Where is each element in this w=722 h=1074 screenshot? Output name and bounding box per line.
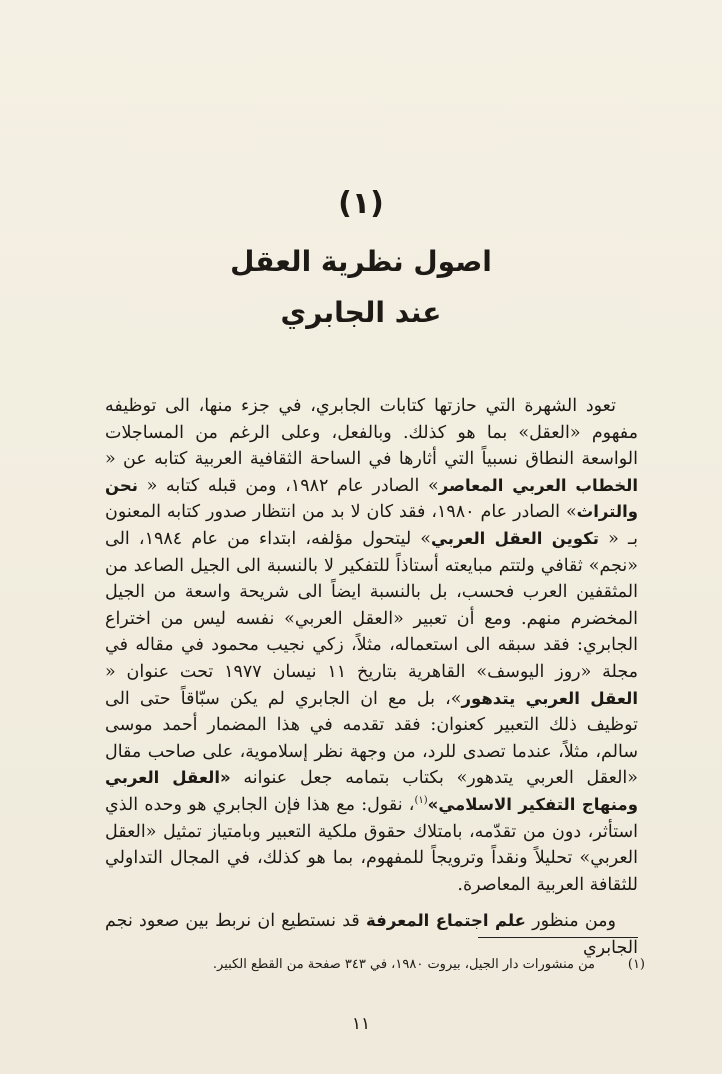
text-run: » الصادر عام ١٩٨٠، فقد كان لا بد من انتظار صدور كتابه المعنون بـ « — [105, 502, 638, 549]
chapter-number: (١) — [338, 186, 384, 221]
chapter-title-line-1: اصول نظرية العقل — [230, 245, 492, 278]
bold-term: العقل العربي يتدهور — [461, 688, 639, 708]
text-run: قد نستطيع ان نربط بين صعود نجم الجابري — [105, 911, 638, 958]
bold-term: علم اجتماع المعرفة — [366, 911, 526, 931]
footnote-ref: (١) — [414, 795, 428, 807]
bold-term: تكوين العقل العربي — [431, 528, 599, 548]
footnote-marker: (١) — [627, 957, 645, 972]
chapter-title-line-2: عند الجابري — [280, 296, 442, 329]
text-run: ، نقول: مع هذا فإن الجابري هو وحده الذي استأثر، دون من تقدّمه، بامتلاك حقوق ملكية التعبير وبامتياز تمثيل «العقل العربي» تحليلاً ونقداً وترويجاً للمفهوم، بما هو كذلك، في المجال التداولي للثقافة العربية المعاصرة. — [105, 794, 638, 895]
bold-term: الخطاب العربي المعاصر — [438, 475, 639, 495]
text-run: » ليتحول مؤلفه، ابتداء من عام ١٩٨٤، الى «نجم» ثقافي ولتتم مبايعته أستاذاً للتفكير لا بالنسبة الى الجيل الصاعد من المثقفين العرب فحسب، بل بالنسبة ايضاً الى شريحة واسعة من الجيل المخضرم منهم. ومع أن تعبير «العقل العربي» نفسه ليس من اختراع الجابري: فقد سبقه الى استعماله، مثلاً، زكي نجيب محمود في مقاله في مجلة «روز اليوسف» القاهرية بتاريخ ١١ نيسان ١٩٧٧ تحت عنوان « — [105, 528, 639, 682]
bold-term: «العقل العربي ومنهاج التفكير الاسلامي» — [105, 768, 639, 814]
paragraph-1 — [105, 393, 638, 898]
text-run: »، بل مع ان الجابري لم يكن سبّاقاً حتى الى توظيف ذلك التعبير كعنوان: فقد تقدمه في هذا المضمار أحمد موسى سالم، مثلاً، عندما تصدى للرد، من وجهة نظر إسلاموية، على صاحب مقال «العقل العربي يتدهور» بكتاب بتمامه جعل عنوانه — [105, 688, 638, 789]
text-run: تعود الشهرة التي حازتها كتابات الجابري، في جزء منها، الى توظيفه مفهوم «العقل» بما هو كذلك. وبالفعل، وعلى الرغم من المساجلات الواسعة النطاق نسبياً التي أثارها في الساحة الثقافية العربية كتابه عن « — [105, 396, 638, 470]
body-text — [105, 393, 638, 961]
text-run: » الصادر عام ١٩٨٢، ومن قبله كتابه « — [137, 475, 439, 496]
bold-term: نحن والتراث — [105, 475, 638, 522]
page-number: ١١ — [351, 1014, 371, 1034]
footnote-text: من منشورات دار الجيل، بيروت ١٩٨٠، في ٣٤٣ صفحة من القطع الكبير. — [212, 957, 595, 972]
text-run: ومن منظور — [525, 911, 617, 932]
paragraph-2 — [105, 908, 638, 961]
footnote-divider — [478, 937, 638, 938]
footnote — [105, 955, 645, 975]
